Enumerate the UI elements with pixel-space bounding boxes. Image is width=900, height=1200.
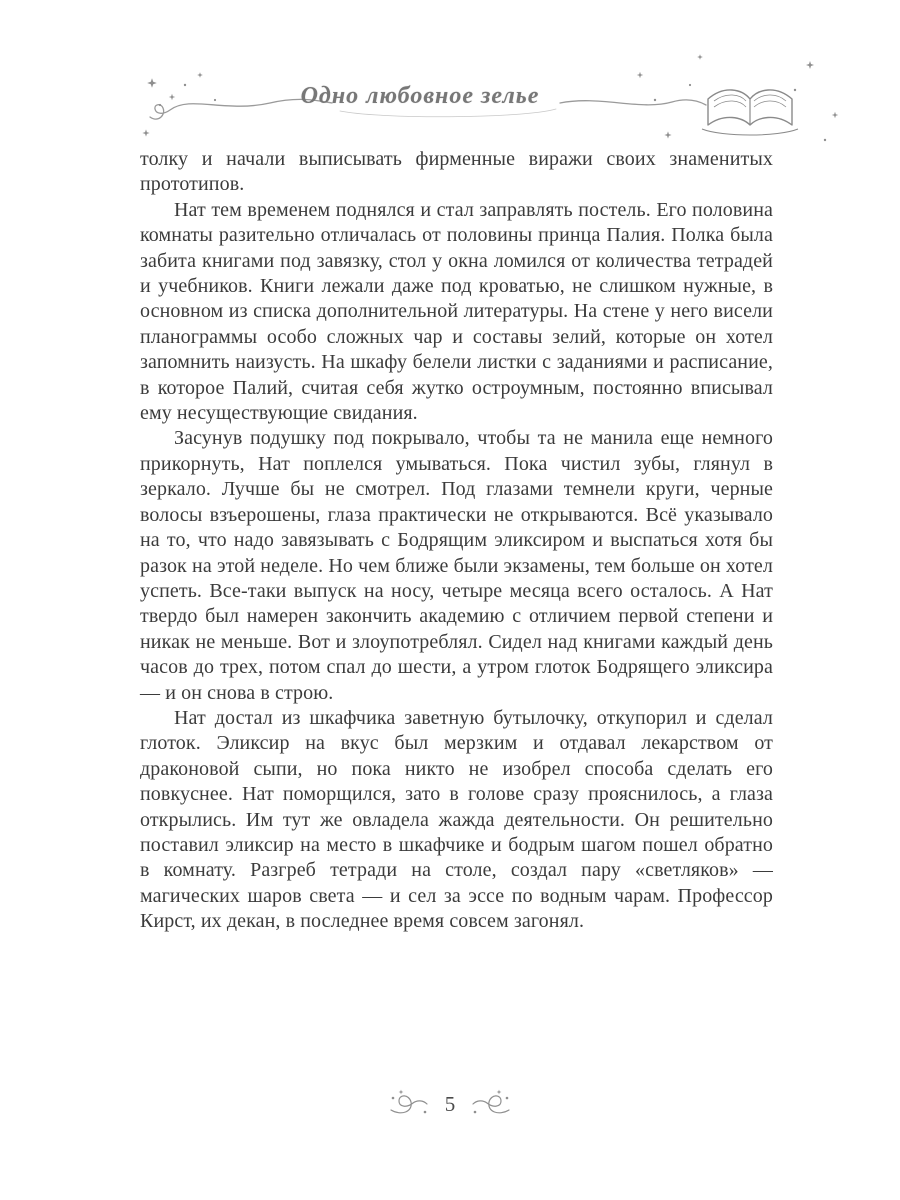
page-number: 5 [444,1091,456,1116]
swirl-ornament-icon [469,1088,513,1120]
page-body [140,147,773,935]
chapter-title: Одно любовное зелье [300,83,540,109]
paragraph: Нат тем временем поднялся и стал заправлять постель. Его половина комнаты разительно отличалась от половины принца Палия. Полка была забита книгами под завязку, стол у окна ломился от количества тетрадей и учебников. Книги лежали даже под кроватью, не слишком нужные, в основном из списка дополнительной литературы. На стене у него висели планограммы особо сложных чар и составы зелий, которые он хотел запомнить наизусть. На шкафу белели листки с заданиями и расписание, в которое Палий, считая себя жутко остроумным, постоянно вписывал ему несуществующие свидания. [140,198,773,425]
paragraph: Засунув подушку под покрывало, чтобы та не манила еще немного прикорнуть, Нат поплелся умываться. Пока чистил зубы, глянул в зеркало. Лучше бы не смотрел. Под глазами темнели круги, черные волосы взъерошены, глаза практически не открываются. Всё указывало на то, что надо завязывать с Бодрящим эликсиром и выспаться хотя бы разок на этой неделе. Но чем ближе были экзамены, тем больше он хотел успеть. Все-таки выпуск на носу, четыре месяца всего осталось. А Нат твердо был намерен закончить академию с отличием первой степени и никак не меньше. Вот и злоупотреблял. Сидел над книгами каждый день часов до трех, потом спал до шести, а утром глоток Бодрящего эликсира — и он снова в строю. [140,427,773,704]
page-header [0,45,900,150]
paragraph: Нат достал из шкафчика заветную бутылочку, откупорил и сделал глоток. Эликсир на вкус был мерзким и отдавал лекарством от драконовой сыпи, но пока никто не изобрел способа сделать его повкуснее. Нат поморщился, зато в голове сразу прояснилось, а глаза открылись. Им тут же овладела жажда деятельности. Он решительно поставил эликсир на место в шкафчике и бодрым шагом пошел обратно в комнату. Разгреб тетради на столе, создал пару «светляков» — магических шаров света — и сел за эссе по водным чарам. Профессор Кирст, их декан, в последнее время совсем загонял. [140,706,773,933]
page-footer [0,1088,900,1120]
paragraph: толку и начали выписывать фирменные виражи своих знаменитых прототипов. [140,148,773,196]
swirl-ornament-icon [387,1088,431,1120]
